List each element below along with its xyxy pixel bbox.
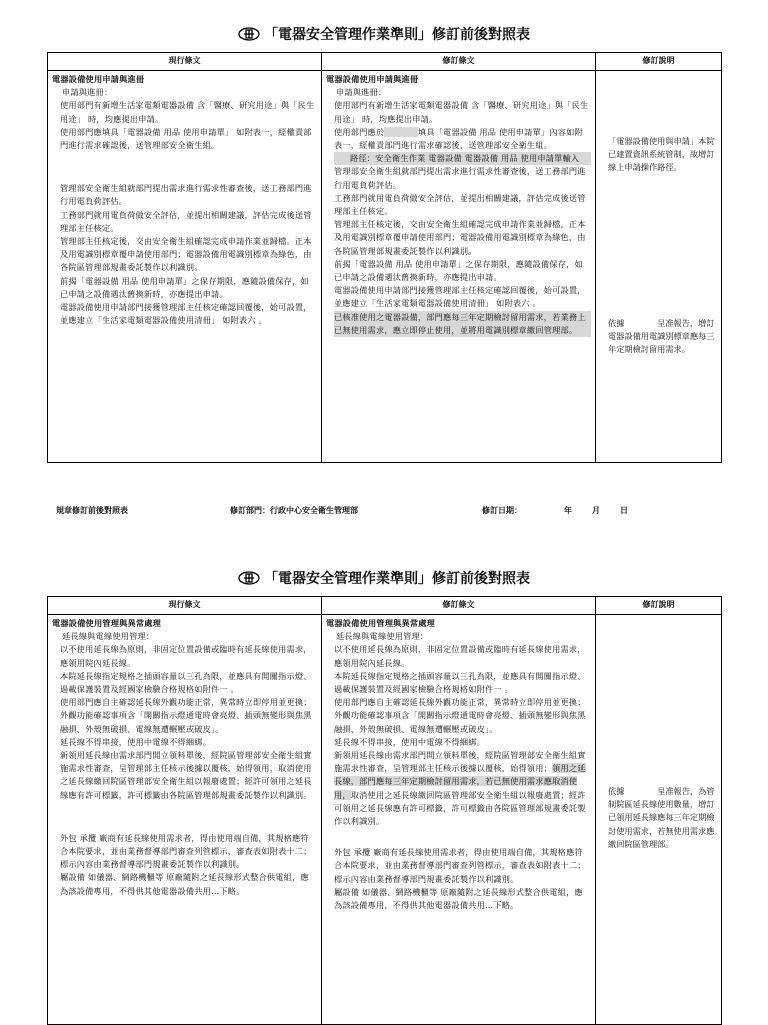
clause-line: 管理部安全衛生組就部門提出需求進行需求性審查後，送工務部門進行用電負荷評估。 [334, 166, 586, 190]
clause-line: 使用部門有新增生活家電類電器設備 含「醫療、研究用途」與「民生用途」 時，均應提出申請。 [60, 100, 315, 124]
revised-text: 填具「電器設備 用品 使用申請單」內容如附表一 [334, 126, 583, 151]
clause-line: 前揭「電器設備 用品 使用申請單」之保存期限，應隨設備保存，如已申請之設備遇汰舊換新時，亦應提出申請。 [60, 275, 309, 299]
page-title [0, 26, 768, 44]
clause-line: 外包 承攬 廠商有延長線使用需求者，得由使用端自備，其規格應符合本院要求，並由業務督導部門審查列管標示，審查表如附表十二；標示內容由業務督導部門規畫委託製作以利識別。 [60, 832, 312, 870]
new-clause-highlight: 已核准使用之電器設備，部門應每三年定期檢討留用需求，若業務上已無使用需求，應立即停止使用，並將用電識別標章繳回管理部。 [334, 311, 591, 337]
current-text-cell [48, 71, 322, 463]
clause-text: 新領用延長線由需求部門開立領料單後，經院區管理部安全衛生組實施需求性審查，呈管理部主任核示後據以覆核，始得領用； [334, 750, 586, 774]
clause-line: 使用部門有新增生活家電類電器設備 含「醫療、研究用途」與「民生用途」 時，均應提出申請。 [334, 100, 589, 124]
clause-line: 本院延長線指定規格之插頭容量以三孔為限，並應具有開關指示燈、過載保護裝置及經國家檢驗合格規格如附件一 。 [60, 670, 312, 695]
clause-line: 以不使用延長線為原則，非固定位置設備或臨時有延長線使用需求，應領用院內延長線。 [334, 644, 586, 668]
comparison-table [47, 52, 722, 463]
footer-month: 月 [592, 506, 600, 515]
page-title [0, 570, 768, 588]
footer-year: 年 [564, 506, 572, 515]
revised-text-cell [322, 615, 596, 1025]
header-explanation: 修訂說明 [596, 597, 722, 615]
hospital-logo-icon [238, 27, 260, 41]
new-clause-highlight: 領用之延長線，部門應每三年定期檢討留用需求，若已無使用需求應取消使用， [334, 763, 586, 800]
clause-line: 使用部門應自主確認延長線外觀功能正常，異常時立即停用並更換；外觀功能確認事項含「開關指示燈通電時會亮燈、插頭無變形與焦黑融損、外殼無破損、電線無遭輾壓或破皮」。 [334, 697, 586, 734]
header-current: 現行條文 [48, 597, 322, 615]
section-heading: 電器設備使用管理與異常處理 [326, 618, 436, 628]
header-explanation: 修訂說明 [596, 53, 722, 71]
clause-line: 使用部門應填具「電器設備 用品 使用申請單」 如附表一，經權責部門進行需求確認後，送管理部安全衛生組。 [60, 126, 312, 151]
title-text: 「電器安全管理作業準則」修訂前後對照表 [264, 27, 530, 43]
section-heading: 電器設備使用申請與進冊 [326, 74, 419, 84]
clause-line: 前揭「電器設備 用品 使用申請單」之保存期限，應隨設備保存，如已申請之設備遇汰舊換新時，亦應提出申請。 [334, 258, 583, 283]
table-header-row [48, 53, 722, 71]
footer-day: 日 [620, 506, 628, 515]
header-current: 現行條文 [48, 53, 322, 71]
explanation-note: 依據 呈准報告，增訂電器設備用電識別標章應每三年定期檢討留用需求。 [608, 317, 715, 355]
title-text: 「電器安全管理作業準則」修訂前後對照表 [264, 571, 530, 587]
clause-line: 工務部門就用電負荷做安全評估，並提出相關建議，評估完成後送管理部主任核定。 [60, 209, 312, 233]
table-row [48, 71, 722, 463]
clause-text: 使用部門應於 [334, 126, 385, 137]
clause-line [334, 126, 591, 152]
header-revised: 修訂條文 [322, 597, 596, 615]
clause-line: 使用部門應自主確認延長線外觀功能正常，異常時立即停用並更換；外觀功能確認事項含「開關指示燈通電時會亮燈、插頭無變形與焦黑融損、外殼無破損、電線無遭輾壓或破皮」。 [60, 697, 312, 734]
clause-line [334, 749, 591, 828]
clause-line: 工務部門就用電負荷做安全評估，並提出相關建議，評估完成後送管理部主任核定。 [334, 192, 586, 217]
clause-line: 管理部安全衛生組就部門提出需求進行需求性審查後，送工務部門進行用電負荷評估。 [60, 183, 312, 207]
clause-line: 屬設備 如儀器、網路機櫃等 原廠隨附之延長線形式整合供電組，應為該設備專用，不得供其他電器設備共用…下略。 [60, 872, 309, 896]
clause-line: 延長線與電線使用管理： [62, 631, 155, 642]
clause-line: 外包 承攬 廠商有延長線使用需求者，得由使用端自備，其規格應符合本院要求，並由業務督導部門審查列管標示，審查表如附表十二；標示內容由業務督導部門規畫委託製作以利識別。 [334, 847, 586, 884]
header-revised: 修訂條文 [322, 53, 596, 71]
clause-line: 電器設備使用申請部門接獲管理部主任核定確認回覆後，始可設置，並應建立「生活家電類電器設備使用清冊」 如附表六 。 [334, 285, 586, 309]
clause-line: 以不使用延長線為原則，非固定位置設備或臨時有延長線使用需求，應領用院內延長線。 [60, 644, 312, 668]
section-heading: 電器設備使用申請與進冊 [52, 74, 145, 84]
clause-line: 管理部主任核定後，交由安全衛生組確認完成申請作業並歸檔，正本及用電識別標章覆申請使用部門；電器設備用電識別標章為綠色，由各院區管理部規畫委託製作以利識別。 [334, 219, 586, 256]
footer-date-label: 修訂日期： [482, 506, 522, 515]
section-heading: 電器設備使用管理與異常處理 [52, 618, 162, 628]
clause-line: 本院延長線指定規格之插頭容量以三孔為限，並應具有開關指示燈、過載保護裝置及經國家檢驗合格規格如附件一 。 [334, 670, 586, 695]
clause-line: 申請與進冊： [336, 87, 387, 98]
clause-line: 申請與進冊： [62, 87, 113, 98]
page-footer [56, 505, 716, 519]
comparison-table [47, 596, 722, 1025]
clause-line: 新領用延長線由需求部門開立領料單後，經院區管理部安全衛生組實施需求性審查，呈管理部主任核示後據以覆核，始得領用，取消使用之延長線繳回院區管理部安全衛生組以報廢處置；經許可領用之延長線應有許可標籤，許可標籤由各院區管理部規畫委託製作以利識別。 [60, 750, 312, 800]
revised-text-cell [322, 71, 596, 463]
explanation-note: 「電器設備使用與申請」本院已建置資訊系統管制，故增訂線上申請操作路徑。 [608, 136, 715, 173]
explanation-note: 依據 呈准報告，為管制院區延長線使用數量，增訂已領用延長線應每三年定期檢討使用需求，若無使用需求應繳回院區管理部。 [608, 786, 715, 849]
clause-line: 延長線不得串接，使用中電線不得綑綁。 [334, 736, 485, 747]
hospital-logo-icon [238, 571, 260, 585]
footer-doc-name: 規章修訂前後對照表 [56, 506, 128, 515]
clause-line: 延長線不得串接，使用中電線不得綑綁。 [60, 736, 211, 747]
online-path-line: 路徑：安全衛生作業 電器設備 電器設備 用品 使用申請單輸入 [334, 152, 591, 165]
clause-line: 電器設備使用申請部門接獲管理部主任核定確認回覆後，始可設置，並應建立「生活家電類電器設備使用清冊」 如附表六 。 [60, 302, 312, 326]
clause-line: 屬設備 如儀器、網路機櫃等 原廠隨附之延長線形式整合供電組，應為該設備專用，不得供其他電器設備共用…下略。 [334, 886, 583, 911]
clause-text: ，經權責部門進行需求確認後，送管理部安全衛生組。 [350, 140, 553, 151]
clause-text: 取消使用之延長線繳回院區管理部安全衛生組以報廢處置；經許可領用之延長線應有許可標籤，許可標籤由各院區管理部規畫委託製作以利識別。 [334, 789, 586, 827]
table-row [48, 615, 722, 1025]
current-text-cell [48, 615, 322, 1025]
explanation-cell [596, 71, 722, 463]
clause-line: 管理部主任核定後，交由安全衛生組確認完成申請作業並歸檔。正本及用電識別標章覆申請使用部門；電器設備用電識別標章為綠色，由各院區管理部規畫委託製作以利識別。 [60, 236, 312, 273]
table-header-row [48, 597, 722, 615]
explanation-cell [596, 615, 722, 1025]
clause-line: 延長線與電線使用管理： [336, 631, 429, 642]
footer-dept: 修訂部門：行政中心安全衛生管理部 [230, 506, 358, 515]
